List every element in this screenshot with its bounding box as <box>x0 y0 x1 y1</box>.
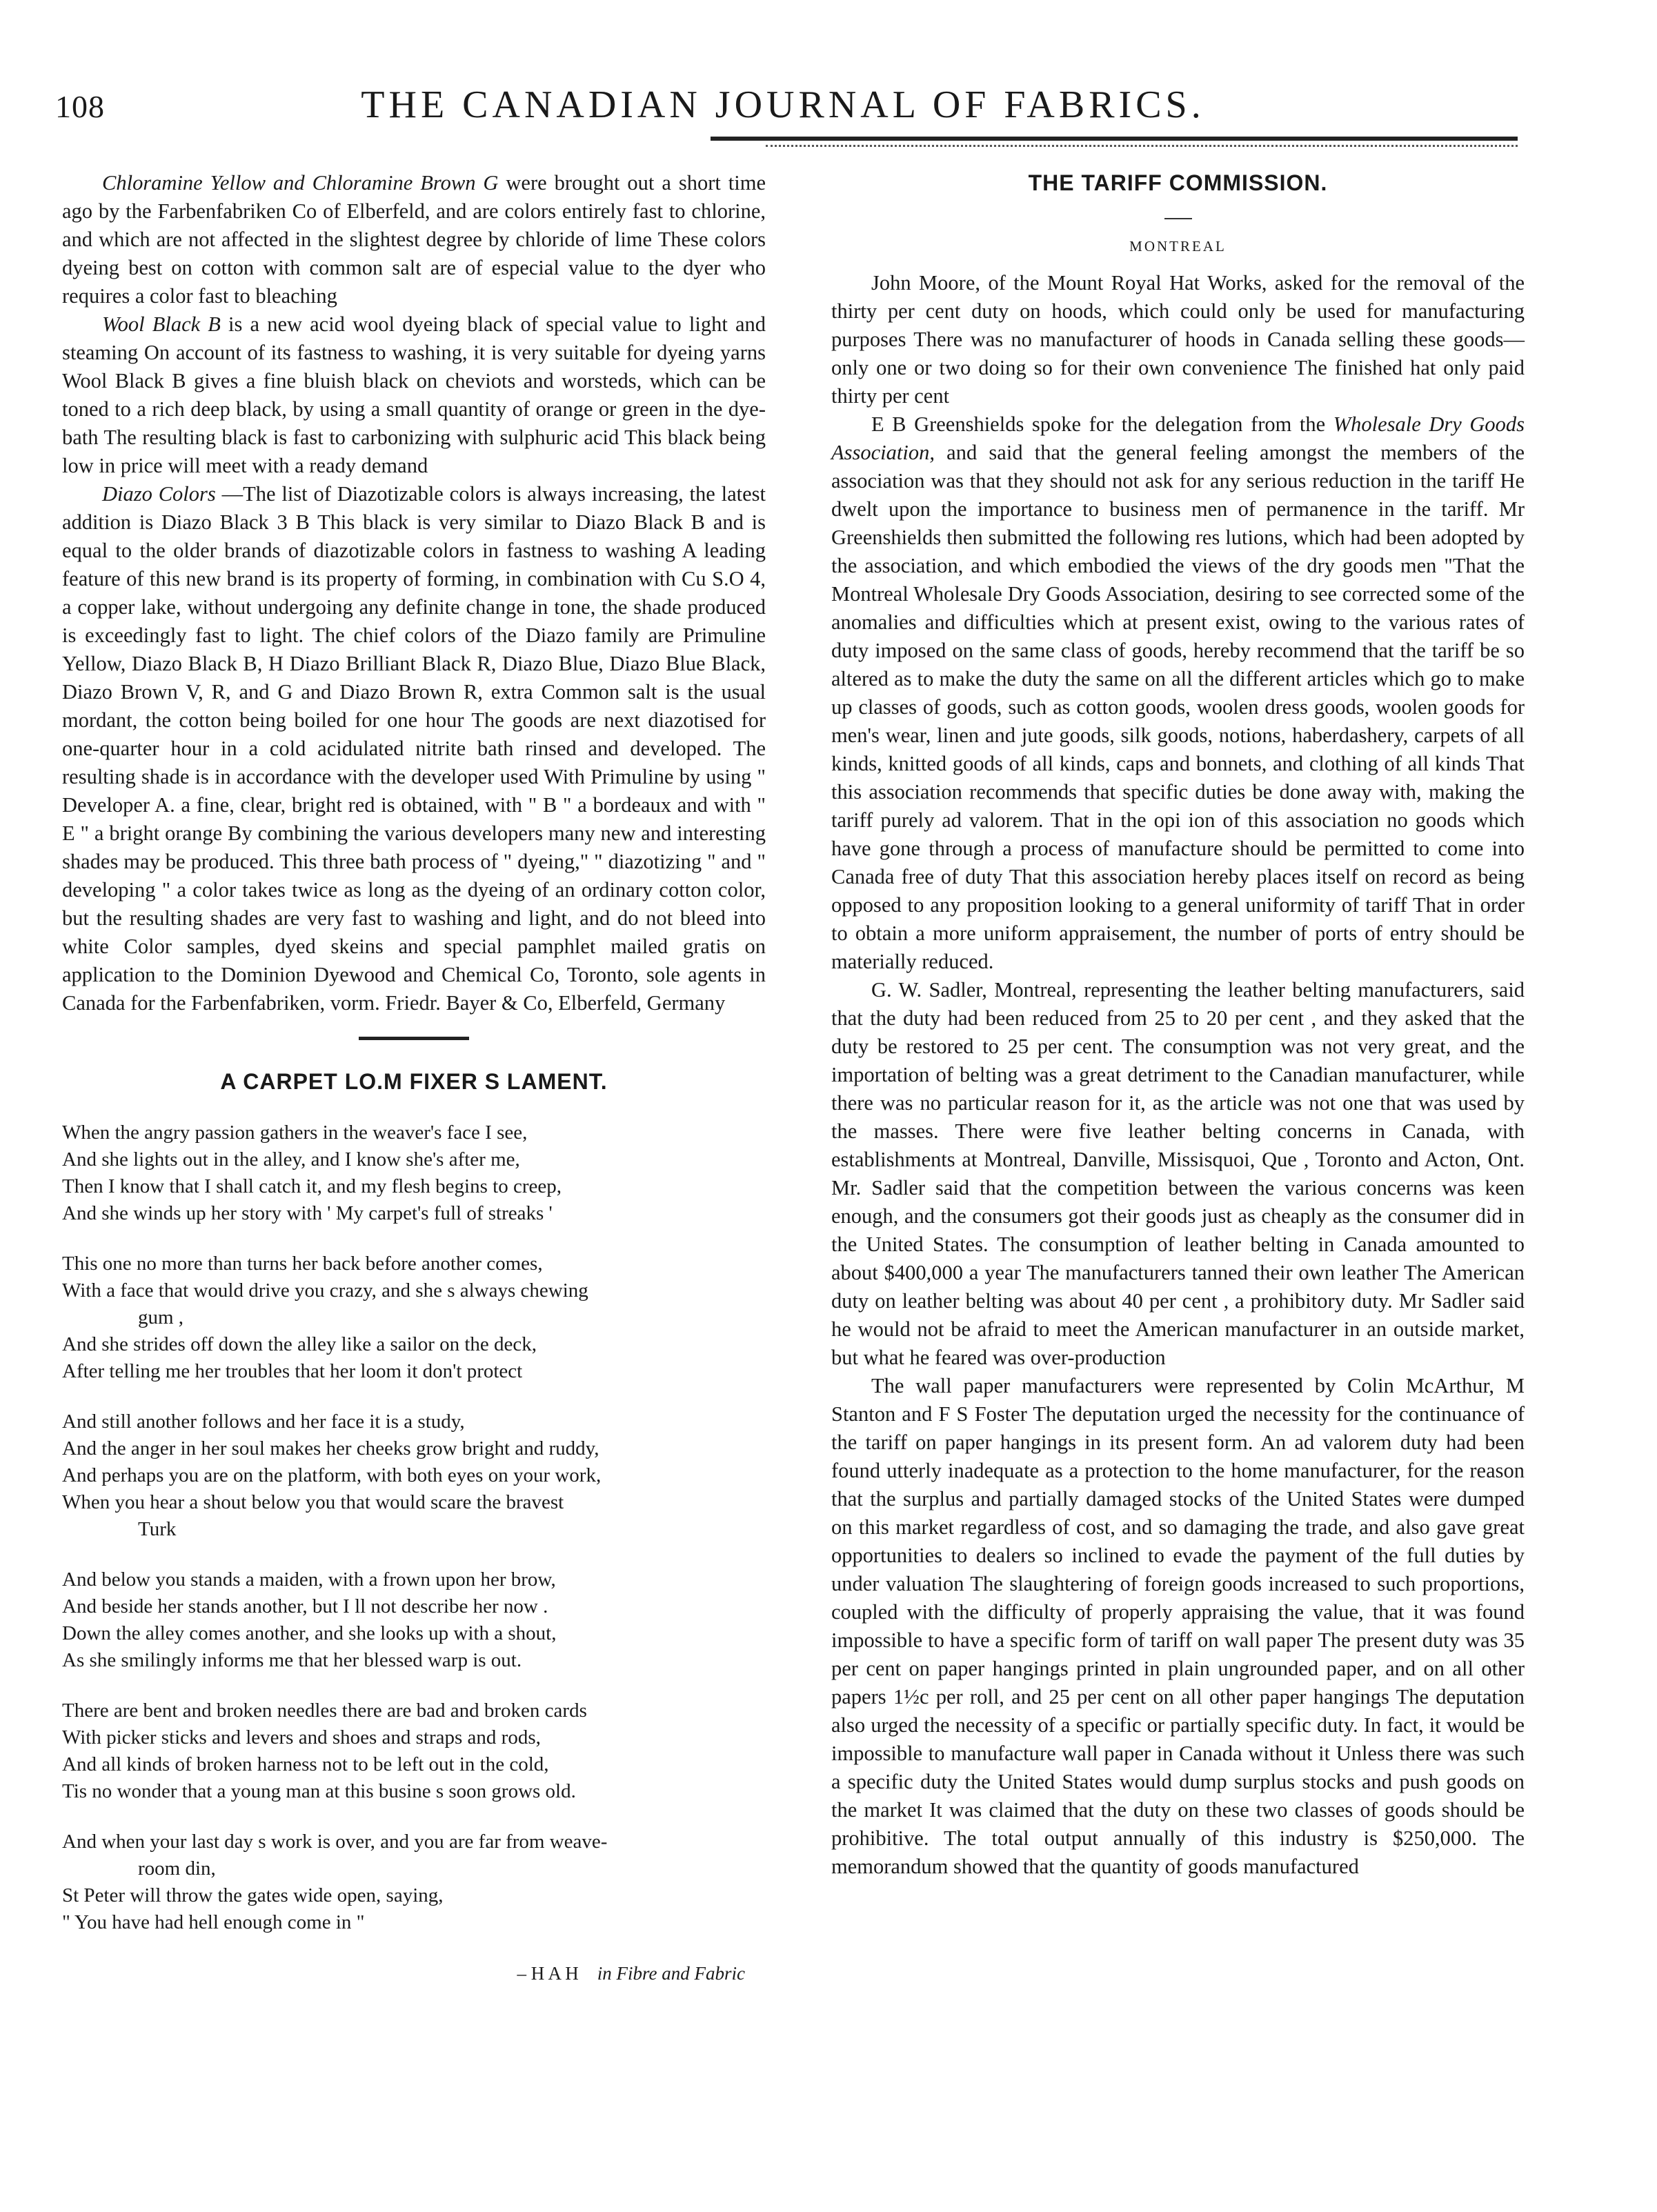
poem-line-text: When the angry passion gathers in the weaver's face I see, <box>62 1122 528 1144</box>
poem-line-text: And when your last day s work is over, and you are far from weave- <box>62 1831 608 1853</box>
wool-black-lead: Wool Black B <box>102 312 221 336</box>
poem-stanza <box>62 1829 766 1936</box>
poem-line-text: Tis no wonder that a young man at this busine s soon grows old. <box>62 1780 576 1802</box>
poem-stanza <box>62 1566 766 1674</box>
poem-line-text: Then I know that I shall catch it, and my flesh begins to creep, <box>62 1175 562 1197</box>
poem-line <box>62 1119 766 1146</box>
poem-line <box>62 1647 766 1674</box>
poem-stanza <box>62 1408 766 1543</box>
wool-black-paragraph <box>62 310 766 480</box>
chloramine-lead: Chloramine Yellow and Chloramine Brown G <box>102 171 499 195</box>
poem-line-text: St Peter will throw the gates wide open, saying, <box>62 1884 444 1906</box>
diazo-paragraph <box>62 480 766 1017</box>
poem-line-continuation: gum , <box>138 1306 184 1328</box>
poem-line-text: There are bent and broken needles there are bad and broken cards <box>62 1700 587 1722</box>
greenshields-text-a: E B Greenshields spoke for the delegation from the <box>871 412 1333 436</box>
poem-line <box>62 1882 766 1909</box>
poem-line <box>62 1173 766 1200</box>
poem-line-text: Down the alley comes another, and she looks up with a shout, <box>62 1622 557 1644</box>
poem-line-text: And perhaps you are on the platform, with both eyes on your work, <box>62 1464 602 1486</box>
poem-line <box>62 1331 766 1358</box>
poem-title: A CARPET LO.M FIXER S LAMENT. <box>220 1069 608 1094</box>
poem-line <box>62 1358 766 1385</box>
poem-line <box>62 1593 766 1620</box>
article-dateline: MONTREAL <box>1129 238 1227 255</box>
chloramine-paragraph <box>62 169 766 310</box>
poem-line-continuation: Turk <box>138 1518 177 1540</box>
diazo-lead: Diazo Colors <box>102 482 216 506</box>
poem-author: – H A H <box>517 1963 579 1984</box>
poem-line <box>62 1489 766 1543</box>
poem-line <box>62 1909 766 1936</box>
header-rule <box>711 137 1518 141</box>
right-column <box>831 169 1525 1881</box>
poem-line-text: And still another follows and her face it is a study, <box>62 1411 465 1433</box>
poem-line-text: And she winds up her story with ' My carpet's full of streaks ' <box>62 1202 553 1224</box>
poem-line-text: After telling me her troubles that her loom it don't protect <box>62 1360 523 1382</box>
page-header <box>48 83 1518 131</box>
sadler-paragraph: G. W. Sadler, Montreal, representing the leather belting manufacturers, said that the duty had been reduced from 25 to 20 per cent , and they asked that the duty be restored to 25 per cent. The consumption was not very great, and the importation of belting was a great detriment to the Canadian manufacturer, while there was no particular reason for it, as the article was not one that was used by the masses. There were five leather belting concerns in Canada, with establishments at Montreal, Danville, Missisquoi, Que , Toronto and Acton, Ont. Mr. Sadler said that the competition between the various concerns was keen enough, and the consumers got their goods just as cheaply as the consumer did in the United States. The consumption of leather belting in Canada amounted to about $400,000 a year The manufacturers tanned their own leather The American duty on leather belting was about 40 per cent , a prohibitory duty. Mr Sadler said he would not be afraid to meet the American manufacturer in an outside market, but what he feared was over-production <box>831 978 1525 1369</box>
poem-line-text: With picker sticks and levers and shoes and straps and rods, <box>62 1726 541 1748</box>
poem-line-text: This one no more than turns her back before another comes, <box>62 1253 543 1275</box>
greenshields-text-b: and said that the general feeling amongst the members of the association was that they should not ask for any serious reduction in the tariff He dwelt upon the importance to business men of permanence in the tariff. Mr Greenshields then submitted the following res lutions, which had been adopted by the association, and which embodied the views of the dry goods men "That the Montreal Wholesale Dry Goods Association, desiring to see corrected some of the anomalies and difficulties which at present exist, owing to the various rates of duty imposed on the same class of goods, hereby recommend that the tariff be so altered as to make the duty the same on all the different articles which go to make up classes of goods, such as cotton goods, woolen dress goods, woolen goods for men's wear, linen and jute goods, silk goods, notions, haberdashery, carpets of all kinds, knitted goods of all kinds, caps and bonnets, and clothing of all kinds That this association recommends that specific duties be done away with, making the tariff purely ad valorem. That in the opi ion of this association no goods which have gone through a process of manufacture should be permitted to come into Canada free of duty That this association hereby places itself on record as being opposed to any proposition looking to a general uniformity of tariff That in order to obtain a more uniform appraisement, the number of ports of entry should be materially reduced. <box>831 441 1525 973</box>
poem-line <box>62 1200 766 1227</box>
running-title: THE CANADIAN JOURNAL OF FABRICS. <box>361 83 1205 126</box>
greenshields-paragraph <box>831 410 1525 976</box>
poem-line <box>62 1751 766 1778</box>
chloramine-text: were brought out a short time ago by the Farbenfabriken Co of Elberfeld, and are colors entirely fast to chlorine, and which are not affected in the slightest degree by chloride of lime These colors dyeing best on cotton with common salt are of especial value to the dyer who requires a color fast to bleaching <box>62 171 766 308</box>
wall-paper-paragraph: The wall paper manufacturers were represented by Colin McArthur, M Stanton and F S Foster The deputation urged the necessity for the continuance of the tariff on paper hangings in its present form. An ad valorem duty had been found utterly inadequate as a protection to the home manufacturer, for the reason that the surplus and partially damaged stocks of the United States were dumped on this market regardless of cost, and so damaging the trade, and also gave great opportunities to dealers so inclined to evade the payment of the full duties by under valuation The slaughtering of foreign goods increased to such proportions, coupled with the difficulty of properly appraising the value, that it was found impossible to have a specific form of tariff on wall paper The present duty was 35 per cent on paper hangings printed in plain ungrounded paper, and on all other papers 1½c per roll, and 25 per cent on all other paper hangings The deputation also urged the necessity of a specific or partially specific duty. In fact, it would be impossible to manufacture wall paper in Canada without it Unless there was such a specific duty the United States would dump surplus stocks and push goods on the market It was claimed that the duty on these two classes of goods should be prohibitive. The total output annually of this industry is $250,000. The memorandum showed that the quantity of goods manufactured <box>831 1374 1525 1878</box>
page-number: 108 <box>55 89 105 124</box>
poem-stanza <box>62 1119 766 1227</box>
left-column <box>62 169 766 1988</box>
heading-dash <box>831 203 1525 231</box>
poem-stanza <box>62 1251 766 1385</box>
moore-paragraph: John Moore, of the Mount Royal Hat Works, asked for the removal of the thirty per cent duty on hoods, which could only be used for manufacturing purposes There was no manufacturer of hoods in Canada selling these goods—only one or two doing so for their own convenience The finished hat only paid thirty per cent <box>831 271 1525 408</box>
poem-line-text: As she smilingly informs me that her blessed warp is out. <box>62 1649 522 1671</box>
poem-line-text: And below you stands a maiden, with a frown upon her brow, <box>62 1568 556 1591</box>
poem-line-text: When you hear a shout below you that would scare the bravest <box>62 1491 564 1513</box>
poem-line <box>62 1778 766 1805</box>
article-heading: THE TARIFF COMMISSION. <box>1028 170 1328 195</box>
poem-line-text: And she lights out in the alley, and I know she's after me, <box>62 1148 520 1170</box>
association-name: Wholesale Dry Goods Association, <box>831 412 1525 464</box>
poem-source: in Fibre and Fabric <box>597 1963 745 1984</box>
poem-line <box>62 1620 766 1647</box>
section-divider <box>359 1037 469 1040</box>
poem-line-text: And all kinds of broken harness not to be left out in the cold, <box>62 1753 549 1775</box>
poem-line <box>62 1435 766 1462</box>
poem-stanza <box>62 1697 766 1805</box>
poem-line-continuation: room din, <box>138 1857 216 1880</box>
poem-line <box>62 1146 766 1173</box>
poem-line <box>62 1408 766 1435</box>
poem-line-text: And she strides off down the alley like a sailor on the deck, <box>62 1333 537 1355</box>
poem-line <box>62 1462 766 1489</box>
poem-signature <box>62 1960 766 1988</box>
poem-line <box>62 1724 766 1751</box>
poem-line <box>62 1277 766 1331</box>
poem-line <box>62 1566 766 1593</box>
poem-line-text: " You have had hell enough come in " <box>62 1911 365 1933</box>
poem-line <box>62 1697 766 1724</box>
wool-black-text: is a new acid wool dyeing black of special value to light and steaming On account of its fastness to washing, it is very suitable for dyeing yarns Wool Black B gives a fine bluish black on cheviots and worsteds, which can be toned to a rich deep black, by using a small quantity of orange or green in the dye-bath The resulting black is fast to carbonizing with sulphuric acid This black being low in price will meet with a ready demand <box>62 312 766 477</box>
poem-line-text: With a face that would drive you crazy, and she s always chewing <box>62 1279 588 1302</box>
poem-line <box>62 1829 766 1882</box>
poem-line <box>62 1251 766 1277</box>
header-rule-dotted <box>766 145 1518 147</box>
poem <box>62 1119 766 1936</box>
diazo-text: —The list of Diazotizable colors is always increasing, the latest addition is Diazo Black 3 B This black is very similar to Diazo Black B and is equal to the older brands of diazotizable colors in fastness to washing A leading feature of this new brand is its property of forming, in combination with Cu S.O 4, a copper lake, without undergoing any definite change in tone, the shade produced is exceedingly fast to light. The chief colors of the Diazo family are Primuline Yellow, Diazo Black B, H Diazo Brilliant Black R, Diazo Blue, Diazo Blue Black, Diazo Brown V, R, and G and Diazo Brown R, extra Common salt is the usual mordant, the cotton being boiled for one hour The goods are next diazotised for one-quarter hour in a cold acidulated nitrite bath rinsed and developed. The resulting shade is in accordance with the developer used With Primuline by using " Developer A. a fine, clear, bright red is obtained, with " B " a bordeaux and with " E " a bright orange By combining the various developers many new and interesting shades may be produced. This three bath process of " dyeing," " diazotizing " and " developing " a color takes twice as long as the dyeing of an ordinary cotton color, but the resulting shades are very fast to washing and light, and do not bleed into white Color samples, dyed skeins and special pamphlet mailed gratis on application to the Dominion Dyewood and Chemical Co, Toronto, sole agents in Canada for the Farbenfabriken, vorm. Friedr. Bayer & Co, Elberfeld, Germany <box>62 482 766 1015</box>
poem-line-text: And the anger in her soul makes her cheeks grow bright and ruddy, <box>62 1437 599 1459</box>
poem-line-text: And beside her stands another, but I ll not describe her now . <box>62 1595 548 1617</box>
